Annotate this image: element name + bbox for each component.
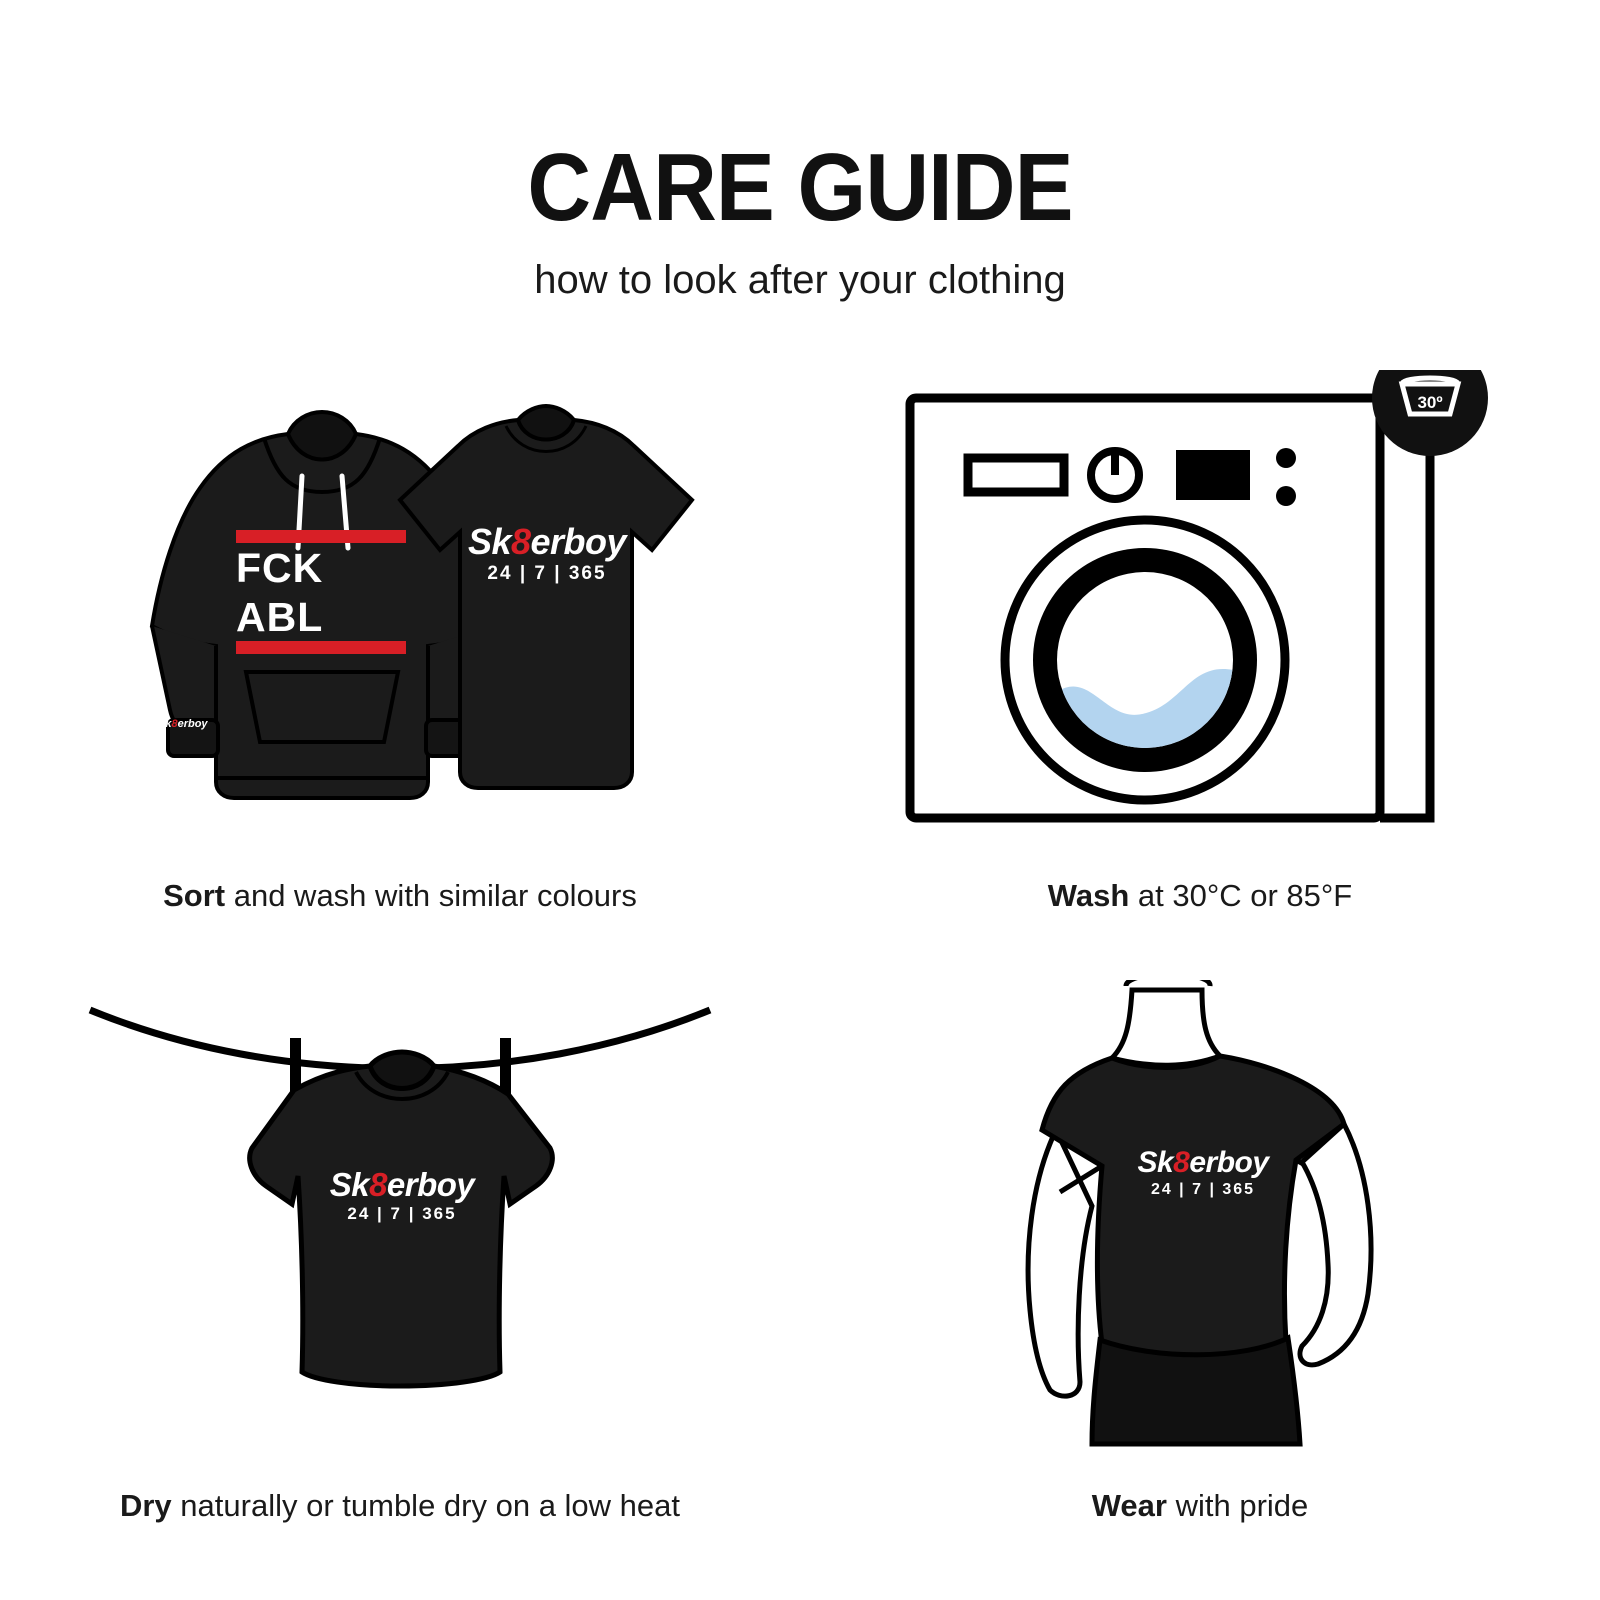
brand-wordmark: Sk8erboy (1137, 1148, 1269, 1179)
brand-wordmark: Sk8erboy (467, 524, 627, 562)
header (0, 0, 1600, 303)
brand-wordmark: Sk8erboy (329, 1168, 475, 1203)
right-arm (1300, 1124, 1371, 1365)
dry-illustration (80, 980, 720, 1480)
wash-30-symbol-icon (1372, 370, 1488, 456)
caption-wear-bold: Wear (1091, 1488, 1167, 1523)
caption-wear-rest: with pride (1166, 1488, 1309, 1523)
brand-tagline: 24 | 7 | 365 (347, 1204, 457, 1223)
caption-dry-bold: Dry (119, 1488, 172, 1523)
tshirt-chest-logo (442, 524, 652, 583)
display-panel (968, 458, 1064, 492)
step-dry (0, 980, 800, 1570)
left-arm (1028, 1130, 1092, 1396)
caption-sort-bold: Sort (163, 878, 226, 913)
caption-wear (1092, 1488, 1309, 1524)
print-bar-bottom (236, 641, 406, 654)
caption-wash-bold: Wash (1047, 878, 1130, 913)
caption-sort-rest: and wash with similar colours (225, 878, 637, 913)
hoodie-and-tshirt-icon (0, 370, 800, 870)
wear-illustration (920, 980, 1480, 1480)
caption-dry (120, 1488, 680, 1524)
page-subtitle: how to look after your clothing (534, 258, 1066, 302)
step-wash (800, 370, 1600, 980)
indicator-led-top (1276, 448, 1296, 468)
sleeve-brand-label: Sk8erboy (158, 718, 208, 730)
brand-tagline: 24 | 7 | 365 (1150, 1181, 1256, 1198)
tshirt-on-clothesline-icon (0, 980, 800, 1480)
page-title: CARE GUIDE (527, 134, 1073, 241)
neck (1112, 990, 1220, 1065)
print-line-2: ABL (236, 594, 324, 641)
step-wear (800, 980, 1600, 1570)
indicator-led-bottom (1276, 486, 1296, 506)
wash-illustration (890, 370, 1510, 870)
caption-dry-rest: naturally or tumble dry on a low heat (171, 1488, 681, 1523)
brand-tagline: 24 | 7 | 365 (487, 563, 607, 584)
caption-wash (1048, 878, 1352, 914)
person-wearing-tshirt-icon (800, 980, 1600, 1480)
caption-wash-rest: at 30°C or 85°F (1129, 878, 1353, 913)
tshirt-chest-logo (1108, 1148, 1298, 1198)
print-bar-top (236, 530, 406, 543)
step-sort (0, 370, 800, 980)
caption-sort (163, 878, 637, 914)
hoodie-print (236, 530, 406, 654)
print-line-1: FCK (236, 545, 324, 591)
tshirt-graphic (250, 1052, 553, 1386)
steps-grid (0, 370, 1600, 1570)
display-screen (1176, 450, 1250, 500)
tshirt-chest-logo (302, 1168, 502, 1222)
trousers (1092, 1338, 1300, 1444)
wash-badge-temp: 30º (1417, 393, 1443, 412)
clothes-peg-right (500, 1038, 511, 1094)
washing-machine-icon (800, 370, 1600, 870)
sort-illustration (50, 380, 750, 860)
callout-line (1380, 398, 1430, 818)
